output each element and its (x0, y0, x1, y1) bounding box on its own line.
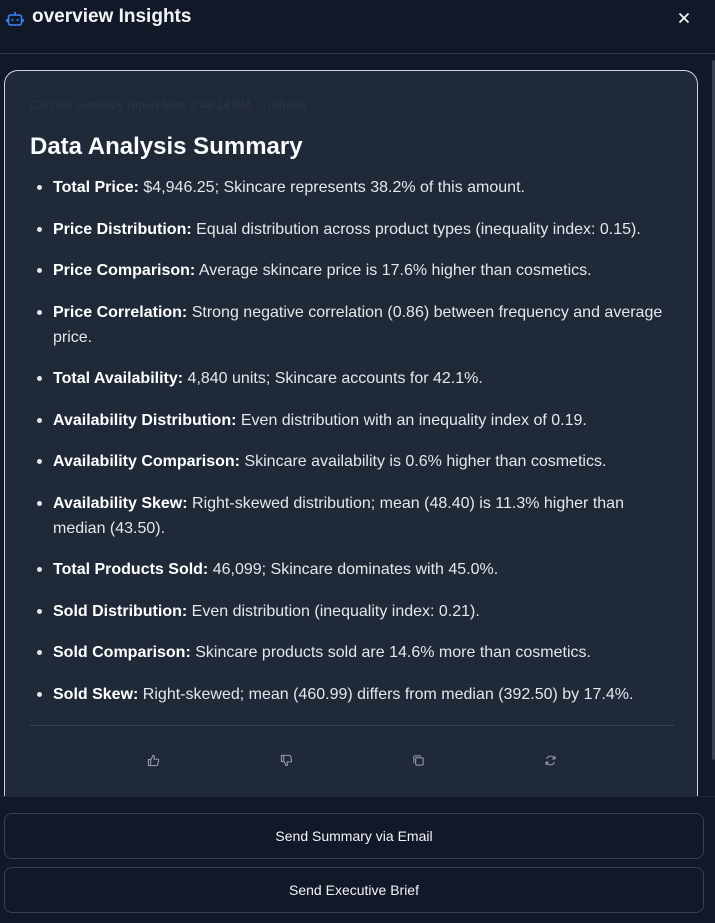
list-item-text: Skincare products sold are 14.6% more than cosmetics. (190, 644, 591, 661)
copy-button[interactable] (409, 751, 427, 769)
list-item-text: Even distribution with an inequality index of 0.19. (236, 411, 587, 429)
list-item-label: Availability Distribution: (53, 411, 237, 429)
list-item-text: Skincare availability is 0.6% higher than cosmetics. (240, 453, 607, 470)
send-email-button[interactable]: Send Summary via Email (4, 813, 704, 859)
list-item (29, 408, 679, 433)
list-item-label: Total Products Sold: (53, 561, 209, 578)
list-item-label: Total Price: (53, 179, 139, 196)
regenerate-button[interactable] (541, 751, 559, 769)
list-item (29, 300, 679, 350)
list-item-label: Price Distribution: (53, 220, 192, 238)
list-item-text: 46,099; Skincare dominates with 45.0%. (208, 561, 499, 578)
list-item-text: Right-skewed; mean (460.99) differs from median (392.50) by 17.4%. (138, 685, 634, 703)
list-item (29, 599, 679, 624)
divider (30, 725, 674, 726)
page-title: overview Insights (32, 6, 192, 27)
summary-title: Data Analysis Summary (30, 133, 303, 160)
list-item-label: Total Availability: (53, 370, 184, 387)
list-item-text: Average skincare price is 17.6% higher than cosmetics. (195, 262, 592, 279)
thumbs-down-icon (280, 754, 293, 767)
cached-text: Cached summary report from 2:48:14 PM (30, 98, 251, 112)
list-item (29, 366, 679, 391)
list-item-text: Right-skewed distribution; mean (48.40) is 11.3% higher than median (43.50). (53, 494, 624, 537)
list-item (29, 258, 679, 283)
summary-card (4, 70, 698, 830)
thumbs-down-button[interactable] (277, 751, 295, 769)
list-item-label: Sold Comparison: (53, 644, 191, 661)
list-item (29, 175, 679, 200)
list-item (29, 217, 679, 242)
list-item-label: Availability Comparison: (53, 453, 240, 470)
list-item-text: Strong negative correlation (0.86) between frequency and average price. (53, 303, 663, 346)
refresh-link[interactable]: refresh (268, 98, 306, 112)
list-item-text: 4,840 units; Skincare accounts for 42.1%. (183, 370, 483, 387)
list-item (29, 640, 679, 665)
send-brief-button[interactable]: Send Executive Brief (4, 867, 704, 913)
list-item-text: Even distribution (inequality index: 0.21). (187, 602, 480, 620)
thumbs-up-button[interactable] (144, 751, 162, 769)
list-item-label: Price Correlation: (53, 303, 188, 321)
list-item-label: Price Comparison: (53, 262, 196, 279)
thumbs-up-icon (147, 754, 160, 767)
summary-list (29, 175, 679, 723)
close-button[interactable] (672, 6, 696, 30)
list-item-label: Sold Skew: (53, 685, 139, 703)
cached-status (30, 98, 305, 112)
regenerate-icon (544, 754, 557, 767)
list-item (29, 449, 679, 474)
footer (0, 796, 715, 923)
close-icon (678, 12, 690, 24)
list-item-label: Availability Skew: (53, 494, 188, 512)
list-item (29, 682, 679, 707)
list-item-text: $4,946.25; Skincare represents 38.2% of this amount. (138, 179, 525, 196)
list-item-label: Sold Distribution: (53, 602, 188, 620)
list-item (29, 557, 679, 582)
copy-icon (412, 754, 425, 767)
header (0, 0, 715, 54)
response-actions (5, 751, 698, 771)
list-item-text: Equal distribution across product types (inequality index: 0.15). (191, 220, 641, 238)
list-item (29, 491, 679, 541)
bot-icon (6, 10, 24, 28)
